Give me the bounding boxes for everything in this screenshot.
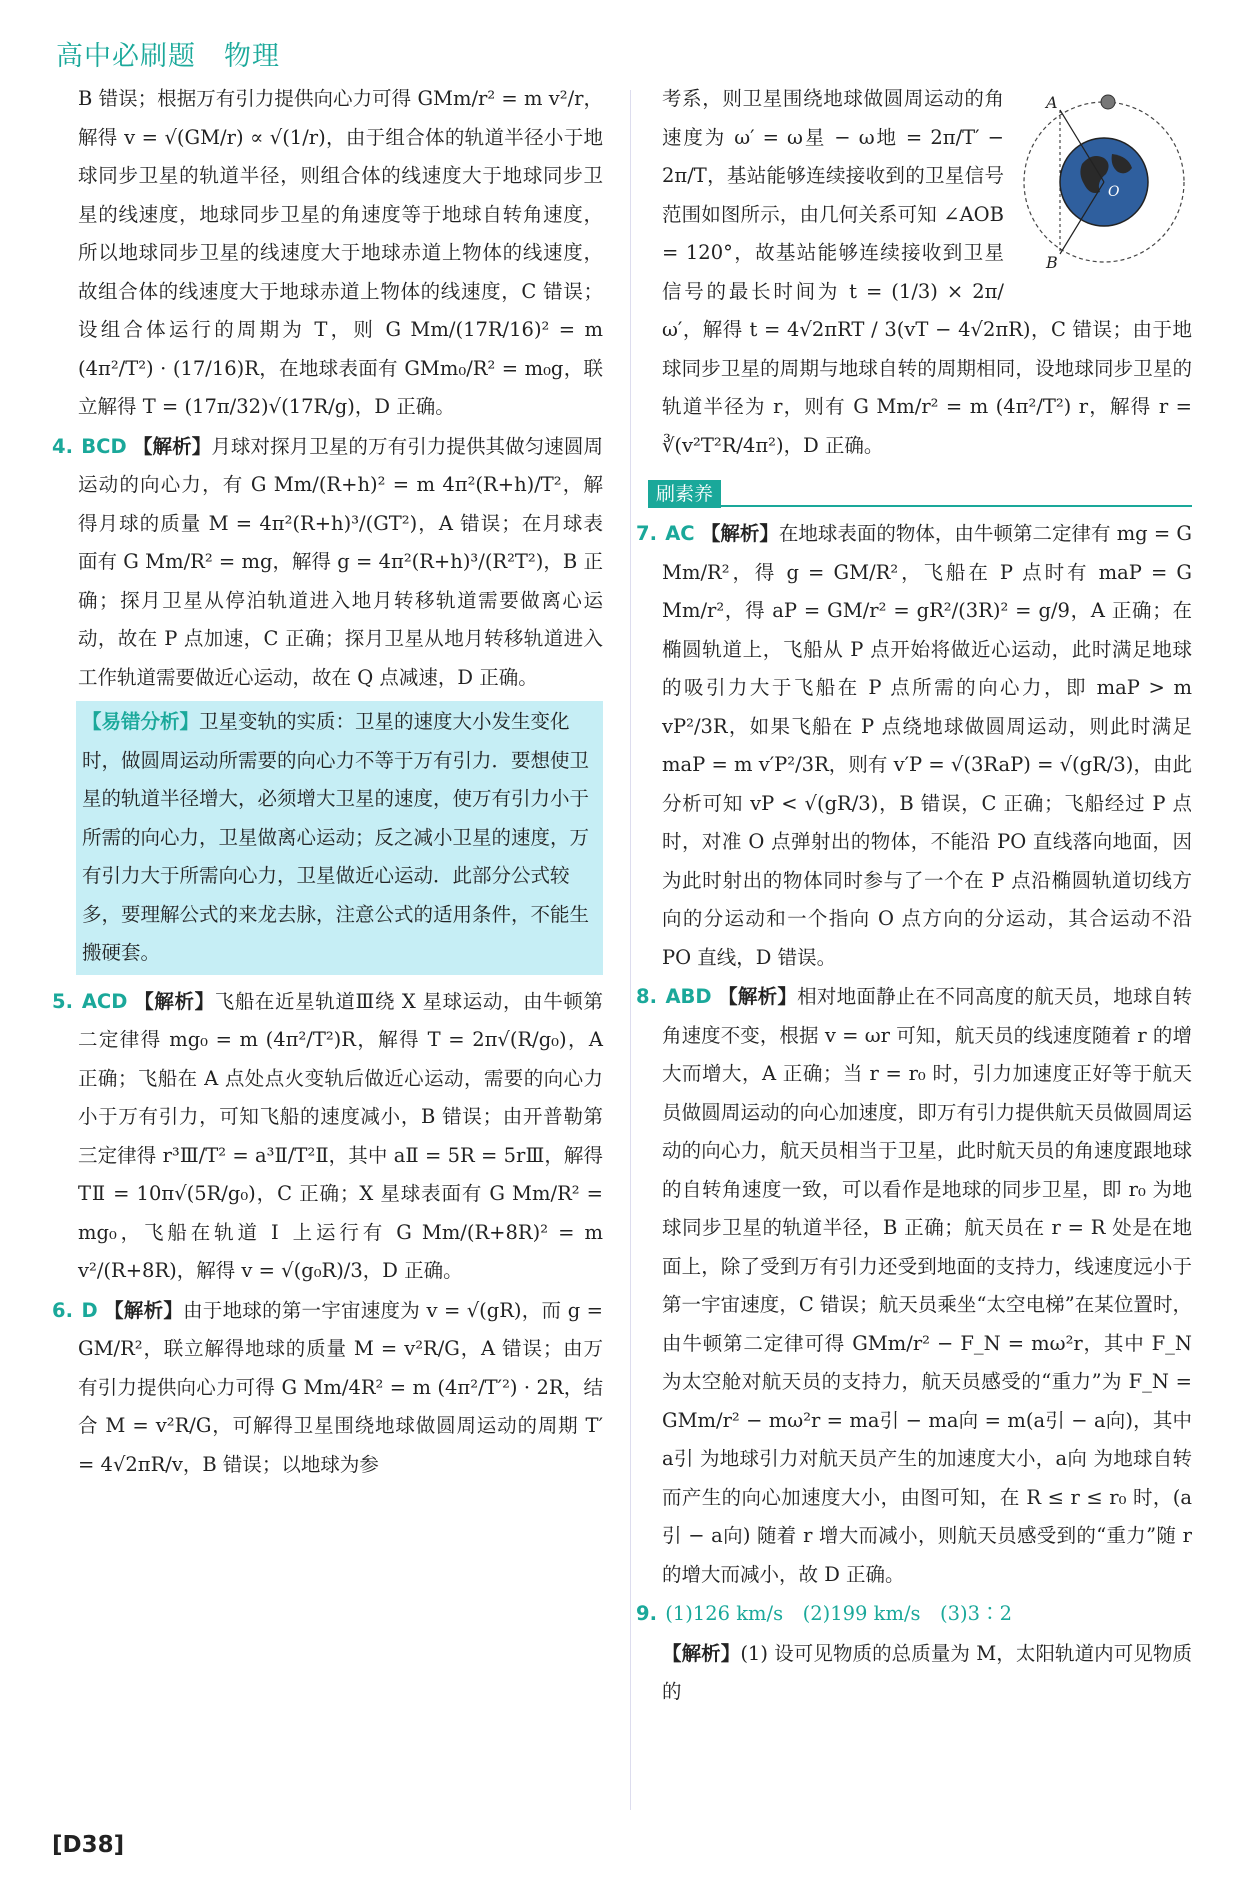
q6-block (52, 1292, 603, 1485)
q6-tag: 【解析】 (104, 1298, 184, 1322)
error-analysis-box (76, 701, 603, 975)
q6-answer: D (81, 1298, 98, 1322)
left-column (52, 80, 603, 1485)
page-number: [D38] (52, 1832, 125, 1858)
q5-answer: ACD (81, 989, 128, 1013)
q8-number: 8. (636, 985, 657, 1008)
column-divider (630, 90, 631, 1810)
q9-tag: 【解析】 (662, 1641, 741, 1665)
label-a: A (1046, 93, 1058, 112)
q5-number: 5. (52, 989, 73, 1013)
q4-answer: BCD (81, 434, 127, 458)
q4-text: 月球对探月卫星的万有引力提供其做匀速圆周运动的向心力，有 G Mm/(R+h)² = m 4π²(R+h)/T²，解得月球的质量 M = 4π²(R+h)³/(GT²)，A 错误；在月球表面有 G Mm/R² = mg，解得 g = 4π²(R+h)³/(R²T²)，B 正确；探月卫星从停泊轨道进入地月转移轨道需要做离心运动，故在 P 点加速，C 正确；探月卫星从地月转移轨道进入工作轨道需要做近心运动，故在 Q 点减速，D 正确。 (78, 434, 603, 689)
satellite-dot (1101, 95, 1115, 109)
satellite-orbit-figure (1012, 84, 1192, 274)
q7-text: 在地球表面的物体，由牛顿第二定律有 mg = G Mm/R²，得 g = GM/R²，飞船在 P 点时有 maP = G Mm/r²，得 aP = GM/r² = gR²/(3R)² = g/9，A 正确；在椭圆轨道上，飞船从 P 点开始将做近心运动，此时满足地球的吸引力大于飞船在 P 点所需的向心力，即 maP > m vP²/3R，如果飞船在 P 点绕地球做圆周运动，则此时满足 maP = m v′P²/3R，则有 v′P = √(3RaP) = √(gR/3)，由此分析可知 vP < √(gR/3)，B 错误，C 正确；飞船经过 P 点时，对准 O 点弹射出的物体，不能沿 PO 直线落向地面，因为此时射出的物体同时参与了一个在 P 点沿椭圆轨道切线方向的分运动和一个指向 O 点方向的分运动，其合运动不沿 PO 直线，D 错误。 (662, 522, 1192, 969)
q7-tag: 【解析】 (700, 522, 779, 545)
q8-answer: ABD (665, 985, 712, 1008)
q6-number: 6. (52, 1298, 73, 1322)
q4-number: 4. (52, 434, 73, 458)
label-b: B (1046, 253, 1058, 272)
section-bar (648, 475, 1192, 507)
q9-block (636, 1595, 1192, 1634)
label-o: O (1108, 184, 1120, 200)
section-label: 刷素养 (648, 480, 721, 508)
q7-number: 7. (636, 522, 657, 545)
q6-text: 由于地球的第一宇宙速度为 v = √(gR)，而 g = GM/R²，联立解得地球的质量 M = v²R/G，A 错误；由万有引力提供向心力可得 G Mm/4R² = m (4π²/T′²) · 2R，结合 M = v²R/G，可解得卫星围绕地球做圆周运动的周期 T′ = 4√2πR/v，B 错误；以地球为参 (78, 1298, 603, 1476)
q7-block (636, 515, 1192, 977)
q7-answer: AC (665, 522, 695, 545)
q9-text: (1) 设可见物质的总质量为 M，太阳轨道内可见物质的 (662, 1641, 1192, 1703)
q9-analysis (662, 1635, 1192, 1712)
page-header-title: 高中必刷题 物理 (56, 41, 280, 72)
q4-block (52, 428, 603, 698)
error-analysis-text: 卫星变轨的实质：卫星的速度大小发生变化时，做圆周运动所需要的向心力不等于万有引力．要想使卫星的轨道半径增大，必须增大卫星的速度，使万有引力小于所需的向心力，卫星做离心运动；反之减小卫星的速度，万有引力大于所需向心力，卫星做近心运动．此部分公式较多，要理解公式的来龙去脉，注意公式的适用条件，不能生搬硬套。 (82, 710, 590, 964)
q5-block (52, 983, 603, 1291)
q8-block (636, 978, 1192, 1594)
q3-continuation: B 错误；根据万有引力提供向心力可得 GMm/r² = m v²/r，解得 v = √(GM/r) ∝ √(1/r)，由于组合体的轨道半径小于地球同步卫星的轨道半径，则组合体的线速度大于地球同步卫星的线速度，地球同步卫星的角速度等于地球自转角速度，所以地球同步卫星的线速度大于地球赤道上物体的线速度，故组合体的线速度大于地球赤道上物体的线速度，C 错误；设组合体运行的周期为 T，则 G Mm/(17R/16)² = m (4π²/T²) · (17/16)R，在地球表面有 GMm₀/R² = m₀g，联立解得 T = (17π/32)√(17R/g)，D 正确。 (78, 87, 603, 418)
q6-continuation: 考系，则卫星围绕地球做圆周运动的角速度为 ω′ = ω星 − ω地 = 2π/T′ − 2π/T，基站能够连续接收到的卫星信号范围如图所示，由几何关系可知 ∠AOB = 120°，故基站能够连续接收到卫星信号的最长时间为 t = (1/3) × 2π/ω′，解得 t = 4√2πRT / 3(vT − 4√2πR)，C 错误；由于地球同步卫星的周期与地球自转的周期相同，设地球同步卫星的轨道半径为 r，则有 G Mm/r² = m (4π²/T²) r，解得 r = ∛(v²T²R/4π²)，D 正确。 (662, 87, 1192, 457)
q4-tag: 【解析】 (132, 434, 212, 458)
q8-tag: 【解析】 (718, 985, 798, 1008)
right-column (636, 80, 1192, 1713)
q5-tag: 【解析】 (134, 989, 215, 1013)
q9-answer: (1)126 km/s (2)199 km/s (3)3∶2 (665, 1602, 1012, 1625)
q9-number: 9. (636, 1602, 657, 1625)
q8-text: 相对地面静止在不同高度的航天员，地球自转角速度不变，根据 v = ωr 可知，航天员的线速度随着 r 的增大而增大，A 正确；当 r = r₀ 时，引力加速度正好等于航天员做圆周运动的向心加速度，即万有引力提供航天员做圆周运动的向心力，航天员相当于卫星，此时航天员的角速度跟地球的自转角速度一致，可以看作是地球的同步卫星，即 r₀ 为地球同步卫星的轨道半径，B 正确；航天员在 r = R 处是在地面上，除了受到万有引力还受到地面的支持力，线速度远小于第一宇宙速度，C 错误；航天员乘坐“太空电梯”在某位置时，由牛顿第二定律可得 GMm/r² − F_N = mω²r，其中 F_N 为太空舱对航天员的支持力，航天员感受的“重力”为 F_N = GMm/r² − mω²r = ma引 − ma向 = m(a引 − a向)，其中 a引 为地球引力对航天员产生的加速度大小，a向 为地球自转而产生的向心加速度大小，由图可知，在 R ≤ r ≤ r₀ 时，(a引 − a向) 随着 r 增大而减小，则航天员感受到的“重力”随 r 的增大而减小，故 D 正确。 (662, 985, 1192, 1586)
error-analysis-label: 【易错分析】 (82, 710, 200, 733)
q5-text: 飞船在近星轨道Ⅲ绕 X 星球运动，由牛顿第二定律得 mg₀ = m (4π²/T²)R，解得 T = 2π√(R/g₀)，A 正确；飞船在 A 点处点火变轨后做近心运动，需要的向心力小于万有引力，可知飞船的速度减小，B 错误；由开普勒第三定律得 r³Ⅲ/T² = a³Ⅱ/T²Ⅱ，其中 aⅡ = 5R = 5rⅢ，解得 TⅡ = 10π√(5R/g₀)，C 正确；X 星球表面有 G Mm/R² = mg₀，飞船在轨道 Ⅰ 上运行有 G Mm/(R+8R)² = m v²/(R+8R)，解得 v = √(g₀R)/3，D 正确。 (78, 989, 603, 1282)
